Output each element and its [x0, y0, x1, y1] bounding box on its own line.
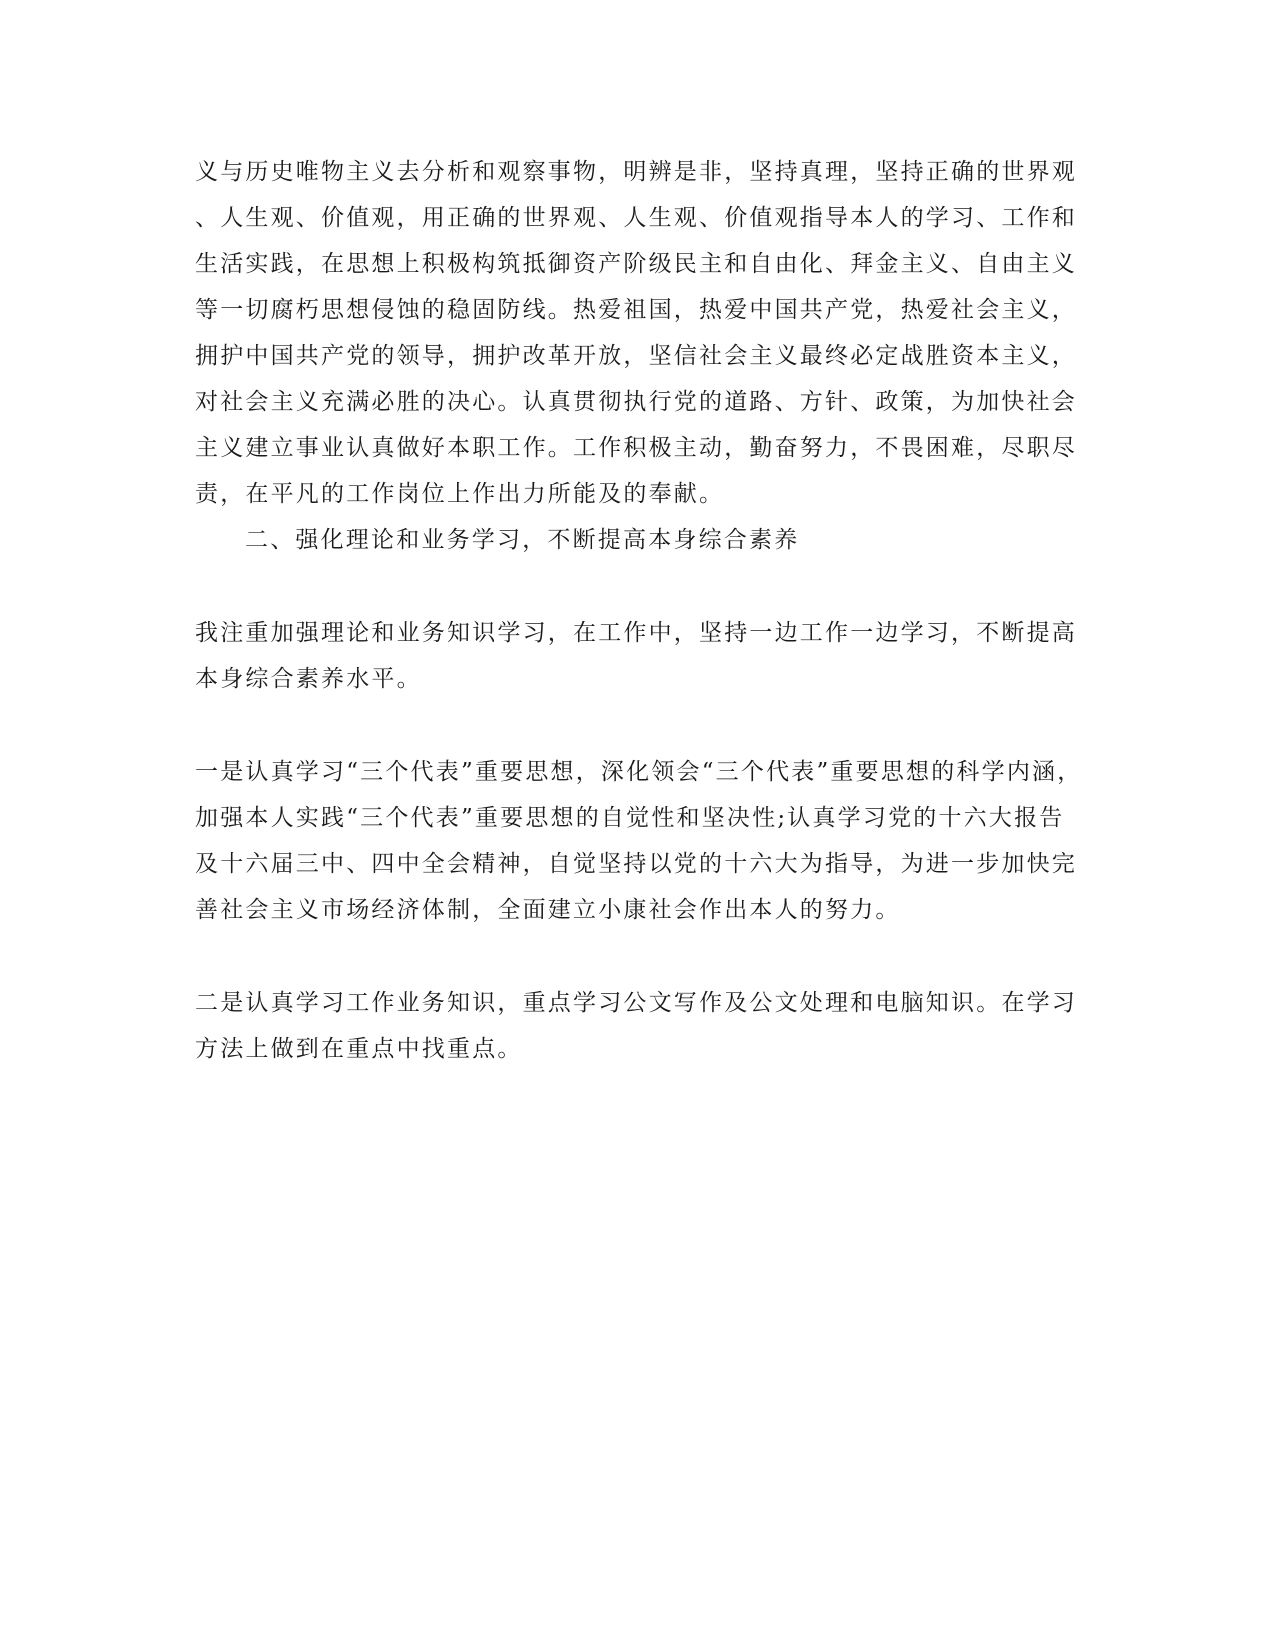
- paragraph-line: 主义建立事业认真做好本职工作。工作积极主动，勤奋努力，不畏困难，尽职尽: [195, 435, 1077, 461]
- paragraph-line: 及十六届三中、四中全会精神，自觉坚持以党的十六大为指导，为进一步加快完: [195, 851, 1077, 877]
- paragraph-line: 、人生观、价值观，用正确的世界观、人生观、价值观指导本人的学习、工作和: [195, 205, 1077, 231]
- paragraph-line: 责，在平凡的工作岗位上作出力所能及的奉献。: [195, 481, 725, 507]
- paragraph-line: 对社会主义充满必胜的决心。认真贯彻执行党的道路、方针、政策，为加快社会: [195, 389, 1077, 415]
- paragraph-line: 我注重加强理论和业务知识学习，在工作中，坚持一边工作一边学习，不断提高: [195, 620, 1077, 646]
- paragraph-line: 方法上做到在重点中找重点。: [195, 1036, 523, 1062]
- paragraph-line: 等一切腐朽思想侵蚀的稳固防线。热爱祖国，热爱中国共产党，热爱社会主义，: [195, 297, 1077, 323]
- paragraph-line: 本身综合素养水平。: [195, 666, 422, 692]
- paragraph-line: 拥护中国共产党的领导，拥护改革开放，坚信社会主义最终必定战胜资本主义，: [195, 343, 1077, 369]
- section-heading: 二、强化理论和业务学习，不断提高本身综合素养: [245, 527, 800, 553]
- paragraph-line: 二是认真学习工作业务知识，重点学习公文写作及公文处理和电脑知识。在学习: [195, 990, 1077, 1016]
- paragraph-line: 一是认真学习“三个代表”重要思想，深化领会“三个代表”重要思想的科学内涵，: [195, 759, 1083, 785]
- paragraph-line: 义与历史唯物主义去分析和观察事物，明辨是非，坚持真理，坚持正确的世界观: [195, 159, 1077, 185]
- paragraph-line: 加强本人实践“三个代表”重要思想的自觉性和坚决性;认真学习党的十六大报告: [195, 805, 1065, 831]
- paragraph-line: 生活实践，在思想上积极构筑抵御资产阶级民主和自由化、拜金主义、自由主义: [195, 251, 1077, 277]
- paragraph-line: 善社会主义市场经济体制，全面建立小康社会作出本人的努力。: [195, 897, 901, 923]
